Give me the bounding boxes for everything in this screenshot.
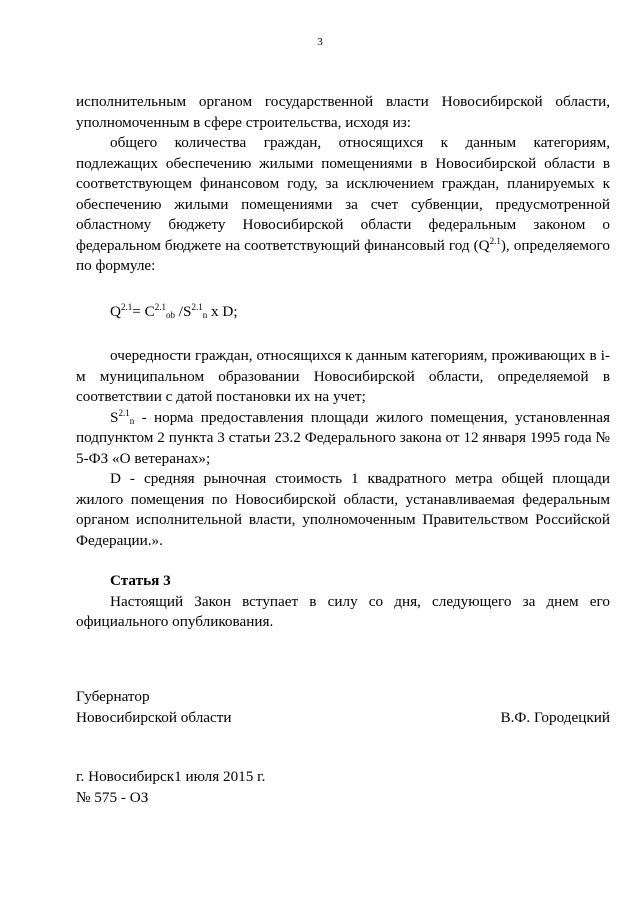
s-subscript: n — [129, 415, 135, 426]
paragraph-market-price: D - средняя рыночная стоимость 1 квадратного метра общей площади жилого помещения по Новосибирской области, устанавливаемая федеральным органом исполнительной власти, уполномоченным Правительством Российской Федерации.». — [76, 470, 610, 549]
paragraph-total-citizens — [76, 133, 610, 277]
formula — [110, 302, 610, 323]
q-superscript: 2.1 — [489, 235, 501, 246]
formula-c-sub: ob — [165, 309, 175, 320]
page-number: 3 — [317, 36, 323, 48]
paragraph-total-citizens-text: общего количества граждан, относящихся к данным категориям, подлежащих обеспечению жилыми помещениями в Новосибирской области в соответствующем финансовом году, за исключением граждан, планируемых к обеспечению жилыми помещениями за счет субвенции, предусмотренной областному бюджету Новосибирской области федеральным законом о федеральном бюджете на соответствующий финансовый год (Q — [76, 134, 610, 254]
article-heading: Статья 3 — [110, 572, 171, 589]
signature-row — [76, 708, 610, 729]
document-body — [76, 92, 610, 633]
formula-s-sup: 2.1 — [191, 301, 203, 312]
signature-title-line2: Новосибирской области — [76, 708, 232, 726]
paragraph-area-norm — [76, 408, 610, 470]
footer-law-number: № 575 - ОЗ — [76, 788, 149, 806]
s-symbol: S — [110, 408, 119, 426]
formula-q-sup: 2.1 — [120, 301, 133, 312]
s-superscript: 2.1 — [118, 407, 130, 418]
formula-s-sub: n — [202, 309, 208, 320]
formula-c-sup: 2.1 — [154, 301, 166, 312]
formula-q: Q — [110, 302, 121, 320]
document-footer — [76, 767, 265, 808]
signature-title-line1: Губернатор — [76, 688, 150, 705]
paragraph-area-norm-text: - норма предоставления площади жилого помещения, установленная подпунктом 2 пункта 3 статьи 23.2 Федерального закона от 12 января 1995 года № 5-ФЗ «О ветеранах»; — [76, 408, 610, 467]
formula-eq-c: = C — [132, 302, 155, 320]
paragraph-authority: исполнительным органом государственной власти Новосибирской области, уполномоченным в сфере строительства, исходя из: — [76, 93, 610, 131]
article-text: Настоящий Закон вступает в силу со дня, следующего за днем его официального опубликования. — [76, 592, 610, 630]
paragraph-total-citizens-end: ), определяемого по формуле: — [76, 236, 610, 274]
signature-block — [76, 687, 610, 728]
paragraph-queue: очередности граждан, относящихся к данным категориям, проживающих в i-м муниципальном образовании Новосибирской области, определяемой в соответствии с датой постановки их на учет; — [76, 347, 610, 405]
formula-div-s: /S — [174, 302, 192, 320]
footer-place-date: г. Новосибирск1 июля 2015 г. — [76, 768, 266, 785]
formula-times-d: x D; — [207, 302, 238, 320]
signature-name: В.Ф. Городецкий — [500, 708, 610, 726]
